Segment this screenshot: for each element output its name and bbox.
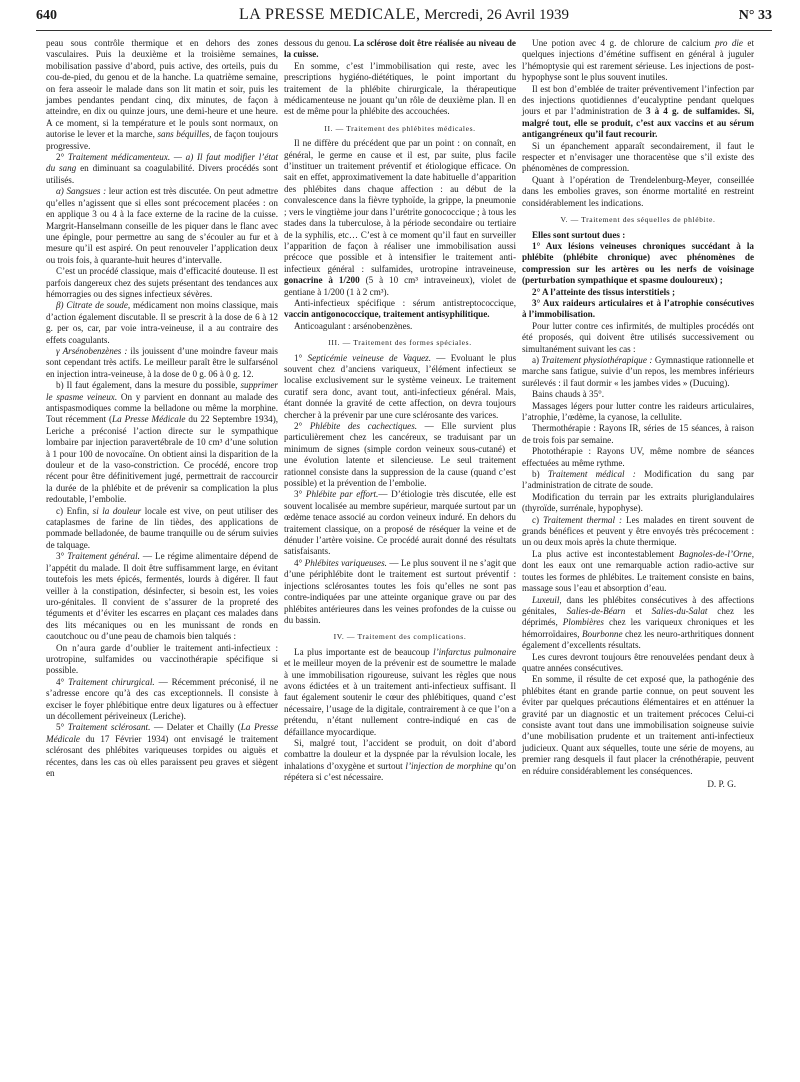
paragraph: b) Il faut également, dans la mesure du possible, supprimer le spasme veineux. On y parvient en donnant au malade des antispasmodiques comme la belladone ou même la morphine. Tout récemment (La Presse Médicale du 22 Septembre 1934), Leriche a préconisé l’action directe sur le sympathique lombaire par injection paravertébrale de 10 cm³ d’une solution à 1 pour 100 de novocaïne. On obtient ainsi la disparition de la douleur et de la vaso-constriction. Ce procédé, encore trop récent pour être définitivement jugé, permettrait de raccourcir la durée de la phlébite et de prévenir sa complication la plus redoutable, l’embolie. xyxy=(46,380,279,505)
paragraph: 5° Traitement sclérosant. — Delater et Chailly (La Presse Médicale du 17 Février 1934) ont envisagé le traitement sclérosant des phlébites variqueuses torpides ou aiguës et récentes, dans les cas où elles paraissent peu graves et siègent en xyxy=(46,722,278,778)
paragraph: 3° Phlébite par effort.— D’étiologie très discutée, elle est souvent localisée au membre supérieur, marquée surtout par un œdème tenace associé au cordon veineux induré. En dehors du traitement classique, on a proposé de réséquer la veine et de dénuder l’artère voisine. Ce procédé aurait donné des résultats satisfaisants. xyxy=(284,489,516,557)
column-middle xyxy=(284,38,516,784)
journal-name: LA PRESSE MEDICALE, xyxy=(239,6,421,23)
paragraph: 2° Phlébite des cachectiques. — Elle survient plus particulièrement chez les cancéreux, se traduisant par un minimum de signes (simple cordon veineux sous-cutané) et une évolution latente et silencieuse. Le seul traitement rationnel consiste dans la suppression de la cause (quand c’est possible) et la prévention de l’embolie. xyxy=(284,421,516,489)
header-rule xyxy=(36,30,772,31)
issue-number: N° 33 xyxy=(738,8,772,23)
paragraph: 3° Traitement général. — Le régime alimentaire dépend de l’appétit du malade. Il doit être suffisamment large, en évitant toutefois les mets épicés, fermentés, lourds à digérer. Il faut veiller à la constipation, désinfecter, si besoin est, les voies uro-génitales. Il convient de s’assurer de la propreté des téguments et d’éviter les escarres en plaçant ces malades dans des lits mécaniques ou en les munissant de ronds en caoutchouc ou d’une peau de chamois bien talqués : xyxy=(46,551,278,642)
paragraph: Bains chauds à 35°. xyxy=(532,389,605,400)
paragraph: Anticoagulant : arsénobenzènes. xyxy=(294,320,413,331)
paragraph: dessous du genou. La sclérose doit être réalisée au niveau de la cuisse. xyxy=(284,38,516,60)
paragraph: Il est bon d’emblée de traiter préventivement l’infection par des injections quotidiennes d’eucalyptine pendant quelques jours et par l’administration de 3 à 4 g. de sulfamides. Si, malgré tout, elle se produit, c’est aux vaccins et au sérum antigangréneux qu’il faut recourir. xyxy=(522,83,754,140)
paragraph: Si un épanchement apparaît secondairement, il faut le respecter et n’envisager une thoracentèse que s’il existe des phénomènes de compression. xyxy=(522,140,754,174)
paragraph: On n’aura garde d’oublier le traitement anti-infectieux : urotropine, sulfamides ou vaccinothérapie spécifique si possible. xyxy=(46,642,278,676)
paragraph: Photothérapie : Rayons UV, même nombre de séances effectuées au même rythme. xyxy=(522,446,754,468)
paragraph: Elles sont surtout dues : xyxy=(532,229,626,240)
paragraph: Pour lutter contre ces infirmités, de multiples procédés ont été proposés, qui doivent être utilisés successivement ou simultanément suivant les cas : xyxy=(522,320,754,354)
paragraph: β) Citrate de soude, médicament non moins classique, mais d’action également discutable. Il se prescrit à la dose de 6 à 12 g. per os, car, par voie intra-veineuse, il a au contraire des effets coagulants. xyxy=(46,300,278,345)
paragraph: 1° Aux lésions veineuses chroniques succédant à la phlébite (phlébite chronique) avec phénomènes de compression sur les artères ou les nerfs de voisinage (perturbation sympathique et spasme douloureux) ; xyxy=(522,240,754,286)
paragraph: a) Traitement physiothérapique : Gymnastique rationnelle et marche sans fatigue, suivie d’un repos, les membres inférieurs surélevés : il faut dormir « les jambes vides » (Ducuing). xyxy=(522,354,754,388)
section-heading: III. — Traitement des formes spéciales. xyxy=(328,338,472,348)
page-number: 640 xyxy=(36,8,57,23)
section-heading: IV. — Traitement des complications. xyxy=(333,632,467,642)
paragraph: peau sous contrôle thermique et en dehors des zones vasculaires. Puis la deuxième et la troisième semaines, mobilisation passive d’abord, puis active, des orteils, puis du cou-de-pied, du genou et de la hanche. La quatrième semaine, on fera asseoir le malade dans son lit matin et soir, puis les jambes pendantes pendant cinq, dix minutes, de façon à atteindre, en dix ou quinze jours, une demi-heure et une heure. A ce moment, si la température et le pouls sont normaux, on autorise le lever et la marche, sans béquilles, de façon toujours progressive. xyxy=(46,38,278,151)
column-right xyxy=(522,38,754,790)
running-title xyxy=(36,6,772,24)
paragraph: 4° Phlébites variqueuses. — Le plus souvent il ne s’agit que d’une périphlébite dont le traitement est surtout préventif : injections sclérosantes toutes les fois qu’elles ne sont pas contre-indiquées par une atteinte organique grave ou par des phlébites antérieures dans les veines profondes de la cuisse ou du bassin. xyxy=(284,557,517,625)
paragraph: 4° Traitement chirurgical. — Récemment préconisé, il ne s’adresse encore qu’à des cas exceptionnels. Il consiste à exciser le foyer phlébitique entre deux ligatures ou à effectuer un décollement périveineux (Leriche). xyxy=(46,676,278,721)
paragraph: Si, malgré tout, l’accident se produit, on doit d’abord combattre la douleur et la dyspnée par la révulsion locale, les inhalations d’oxygène et surtout l’injection de morphine qu’on répétera si c’est nécessaire. xyxy=(284,737,517,783)
paragraph: Thermothérapie : Rayons IR, séries de 15 séances, à raison de trois fois par semaine. xyxy=(522,423,754,445)
paragraph: Modification du terrain par les extraits pluriglandulaires (thyroïde, surrénale, hypophyse). xyxy=(522,491,754,514)
paragraph: α) Sangsues : leur action est très discutée. On peut admettre qu’elles n’agissent que si elles sont précocement placées : on en applique 3 ou 4 à la face externe de la racine de la cuisse. Margrit-Hanselmann conseille de les piquer dans le flanc avec une épingle, pour permettre au sang de s’écouler au fur et à mesure qu’il est aspiré. On peut renouveler l’application deux ou trois fois, à quarante-huit heures d’intervalle. xyxy=(46,186,278,265)
paragraph: 2° A l’atteinte des tissus interstitiels ; xyxy=(532,286,676,297)
paragraph: Anti-infectieux spécifique : sérum antistreptococcique, vaccin antigonococcique, traitement antisyphilitique. xyxy=(284,297,516,320)
paragraph: Il ne diffère du précédent que par un point : on connaît, en général, le germe en cause et il est, par suite, plus facile d’instituer un traitement préventif et étiologique efficace. On sait en effet, approximativement la date habituelle d’apparition des phlébites dans chaque affection : au début de la convalescence dans la fièvre typhoïde, la grippe, la pneumonie ; vers le vingtième jour dans l’urétrite gonococcique ; à tous les stades dans la tuberculose, à la période secondaire ou tertiaire de la syphilis, etc… C’est à ce moment qu’il faut en surveiller l’apparition de façon à réaliser une immobilisation aussi précoce que possible et à intensifier le traitement anti-infectieux général : sulfamides, urotropine intraveineuse, gonacrine à 1/200 (5 à 10 cm³ intraveineux), violet de gentiane à 1/200 (1 à 2 cm³). xyxy=(284,138,516,297)
paragraph: En somme, il résulte de cet exposé que, la pathogénie des phlébites étant en grande partie connue, on peut souvent les éviter par quelques précautions élémentaires et en atténuer la gravité par un diagnostic et un traitement précoces Celui-ci consiste avant tout dans une immobilisation soigneuse suivie d’une mobilisation prudente et un traitement anti-infectieux judicieux. Quant aux séquelles, toute une série de moyens, au premier rang desquels il faut placer la crénothérapie, peuvent en réduire considérablement les conséquences. xyxy=(522,674,754,776)
section-heading: V. — Traitement des séquelles de phlébite. xyxy=(560,215,716,225)
paragraph: b) Traitement médical : Modification du sang par l’administration de citrate de soude. xyxy=(522,469,754,491)
paragraph: En somme, c’est l’immobilisation qui reste, avec les prescriptions hygiéno-diététiques, le point important du traitement de la phlébite chirurgicale, la thérapeutique médicamenteuse ne jouant qu’un rôle de deuxième plan. Il en est de même pour la phlébite des accouchées. xyxy=(284,60,516,117)
paragraph: 3° Aux raideurs articulaires et à l’atrophie consécutives à l’immobilisation. xyxy=(522,297,754,320)
paragraph: La plus active est incontestablement Bagnoles-de-l’Orne, dont les eaux ont une remarquable action radio-active sur toutes les formes de phlébites. Le traitement consiste en bains, massage sous l’eau et absorption d’eau. xyxy=(522,548,754,594)
paragraph: Massages légers pour lutter contre les raideurs articulaires, l’atrophie, l’œdème, la cyanose, la cellulite. xyxy=(522,400,754,422)
paragraph: Une potion avec 4 g. de chlorure de calcium pro die et quelques injections d’émétine suffisent en général à juguler l’hémoptysie qui est rarement sérieuse. Les injections de post-hypophyse sont le plus souvent inutiles. xyxy=(522,38,754,83)
paragraph: γ Arsénobenzènes : ils jouissent d’une moindre faveur mais sont cependant très actifs. Le meilleur paraît être le sulfarsénol en injection intra-veineuse, à la dose de 0 g. 06 à 0 g. 12. xyxy=(46,345,278,379)
paragraph: 1° Septicémie veineuse de Vaquez. — Evoluant le plus souvent chez d’anciens variqueux, l’élément infectieux se localise exclusivement sur le système veineux. Le traitement curatif sera donc, avant tout, anti-infectieux général. Mais, étant donnée la gravité de cette affection, on devra toujours chercher à la prévenir par une cure sclérosante des varices. xyxy=(284,352,516,420)
paragraph: Luxeuil, dans les phlébites consécutives à des affections génitales, Salies-de-Béarn et Salies-du-Salat chez les déprimés, Plombières chez les variqueux chroniques et les hémorroïdaires, Bourbonne chez les neuro-arthritiques donnent également d’excellents résultats. xyxy=(522,594,754,651)
section-heading: II. — Traitement des phlébites médicales. xyxy=(324,123,476,133)
paragraph: Quant à l’opération de Trendelenburg-Meyer, conseillée dans les embolies graves, son énorme mortalité en restreint considérablement les indications. xyxy=(522,174,754,208)
page-header xyxy=(36,6,772,32)
paragraph: c) Traitement thermal : Les malades en tirent souvent de grands bénéfices et peuvent y être envoyés très précocement : un ou deux mois après la chute thermique. xyxy=(522,514,754,548)
author-signature: D. P. G. xyxy=(707,779,736,789)
paragraph: C’est un procédé classique, mais d’efficacité douteuse. Il est parfois dangereux chez des sujets présentant des tendances aux hémorragies ou des signes infectieux sévères. xyxy=(46,266,278,299)
column-left xyxy=(46,38,278,779)
paragraph: La plus importante est de beaucoup l’infarctus pulmonaire et le meilleur moyen de la prévenir est de soumettre le malade à une immobilisation rigoureuse, suivant les règles que nous avons édictées et à un traitement anti-infectieux suffisant. Il faut également soutenir le cœur des phlébitiques, quand c’est nécessaire, l’usage de la digitale, contrairement à ce que l’on a prétendu, n’étant nullement contre-indiqué en cas de défaillance myocardique. xyxy=(284,646,516,737)
paragraph: 2° Traitement médicamenteux. — a) Il faut modifier l’état du sang en diminuant sa coagulabilité. Divers procédés sont utilisés. xyxy=(46,152,278,185)
paragraph: Les cures devront toujours être renouvelées pendant deux à quatre années consécutives. xyxy=(522,651,754,673)
paragraph: c) Enfin, si la douleur locale est vive, on peut utiliser des cataplasmes de farine de lin tièdes, des applications de pommade belladonée, de baume tranquille ou de sérum suivies de talquage. xyxy=(46,505,278,550)
issue-date: Mercredi, 26 Avril 1939 xyxy=(420,7,569,23)
